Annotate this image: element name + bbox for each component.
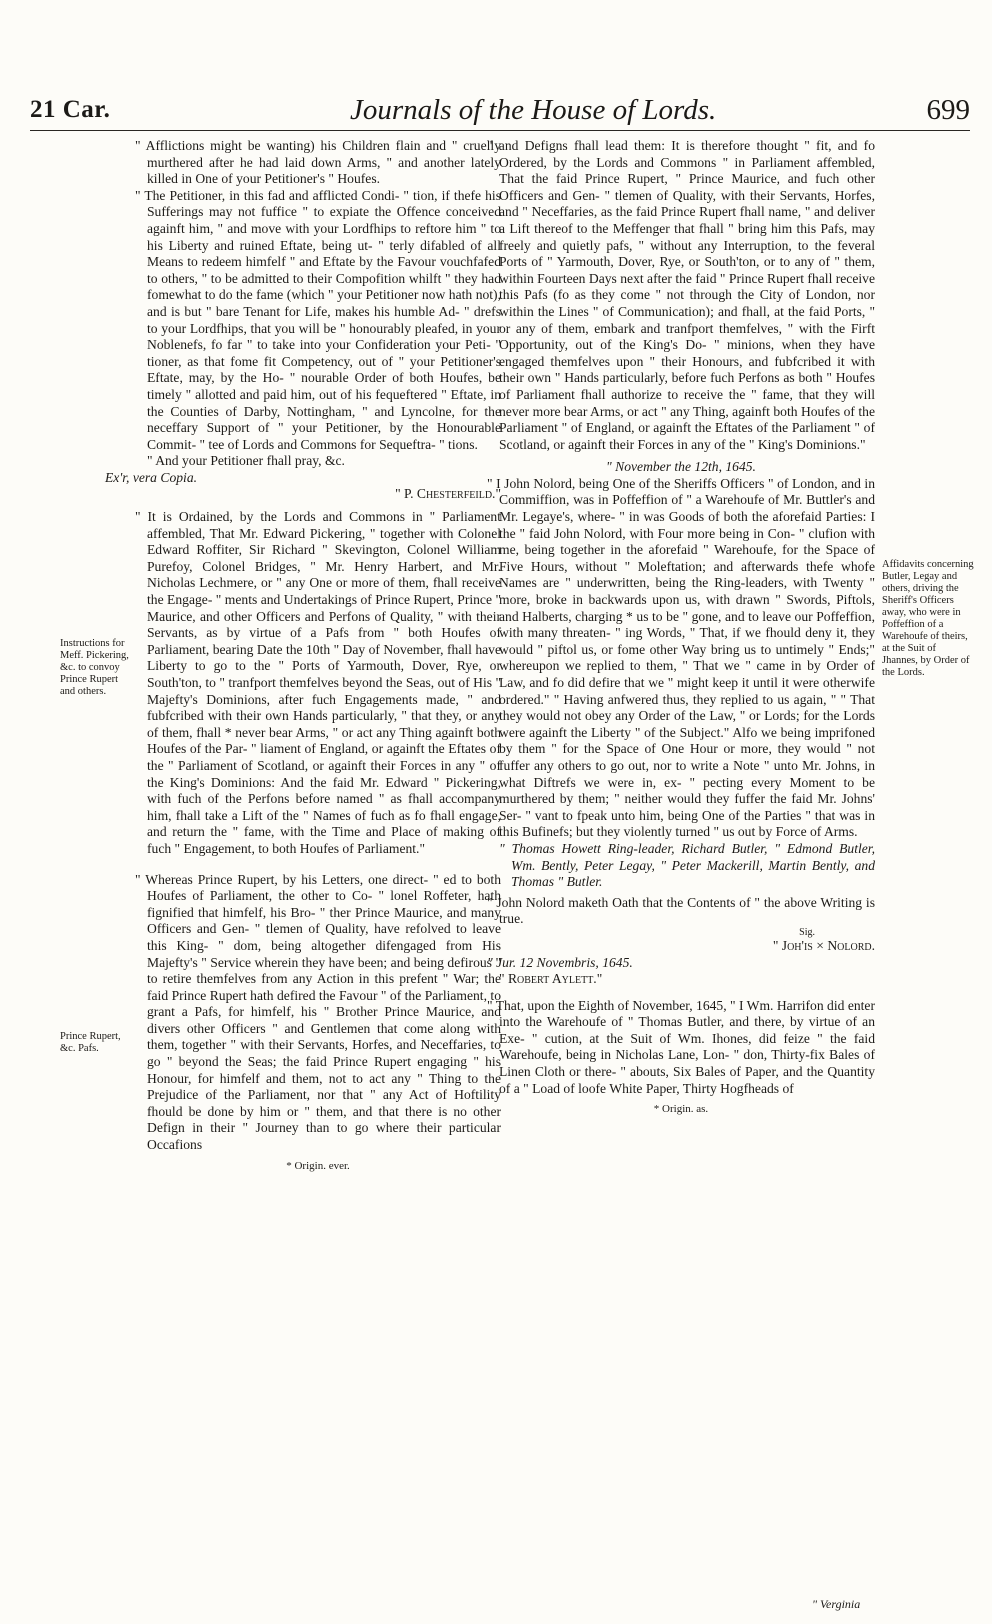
- affidavit-paragraph: " I John Nolord, being One of the Sheriffs Officers " of London, and in Commiffion, was in Poffeffion of " a Warehoufe of Mr. Buttler's and Mr. Legaye's, where- " in was Goods of both the aforefaid Parties: I the " faid John Nolord, with Four more being in Con- " clufion with me, being together in the aforefaid " Warehoufe, for the Space of Five Hours, without " Moleftation; and afterwards thefe whofe Names are " underwritten, being the Ring-leaders, with Twenty " more, broke in backwards upon us, with drawn " Swords, Piftols, and Halberts, charging * us to be " gone, and to leave our Poffeffion, with many threaten- " ing Words, " That, if we fhould deny it, they would " piftol us, or fome other Way bring us to untimely " Ends;" whereupon we replied to them, " That we " came in by Order of Law, and fo did defire that we " might keep it until it were otherwife ordered." " Having anfwered thus, they replied to us again, " " That they would not obey any Order of the Law, " or Lords; for the Lords were againft the Liberty " of the Subject." Alfo we being imprifoned by them " for the Space of One Hour or more, they would " not fuffer any others to go out, nor to write a Note " unto Mr. Johns, in what Diftrefs we were in, ex- " pecting every Moment to be murthered by them; " neither would they fuffer the faid Mr. Johns' Ser- " vant to fpeak unto him, being One of the Parties " that was in this Bufinefs; but they violently turned " us out by Force of Arms.: [487, 475, 875, 840]
- left-column: [105, 138, 501, 1174]
- right-column: [487, 138, 875, 1118]
- catchword: " Verginia: [812, 1597, 861, 1611]
- petition-paragraph: " Afflictions might be wanting) his Children flain and " cruelly murthered after he had laid down Arms, " and another lately killed in One of your Petitioner's " Houfes.: [135, 138, 501, 187]
- header-title: Journals of the House of Lords.: [350, 94, 717, 126]
- oath-line: " John Nolord maketh Oath that the Contents of " the above Writing is true.: [487, 894, 875, 927]
- margin-note-instructions: Instructions for Meff. Pickering, &c. to convoy Prince Rupert and others.: [60, 638, 129, 697]
- jurat-signature: " Robert Aylett.": [499, 971, 603, 987]
- header-rule: [30, 130, 970, 131]
- signature-mark-label: Sig.: [799, 926, 815, 938]
- margin-note-pass: Prince Rupert, &c. Pafs.: [60, 1031, 121, 1054]
- harrison-paragraph: " That, upon the Eighth of November, 1645, " I Wm. Harrifon did enter into the Warehoufe of " Thomas Butler, and there, by virtue of an Exe- " cution, at the Suit of Wm. Ihones, did feize " the faid Warehoufe, being in Nicholas Lane, Lon- " don, Thirty-fix Bales of Linen Cloth or there- " abouts, Six Bales of Paper, and the Quantity of a " Load of loofe White Paper, Thirty Hogfheads of: [487, 997, 875, 1096]
- footnote: * Origin. ever.: [286, 1159, 350, 1172]
- ordinance-paragraph: " It is Ordained, by the Lords and Commons in " Parliament affembled, That Mr. Edward Pickering, " together with Colonel Edward Roffiter, Sir Richard " Skevington, Colonel William Purefoy, Colonel Bridges, " Mr. Henry Harbert, and Mr. Nicholas Lechmere, or " any One or more of them, fhall receive the Engage- " ments and Undertakings of Prince Rupert, Prince " Maurice, and other Officers and Perfons of Quality, " with their Servants, as by virtue of a Pafs from " both Houfes of Parliament, bearing Date the 10th " Day of November, fhall have Liberty to go to the " Ports of Yarmouth, Dover, Rye, or South'ton, to " tranfport themfelves beyond the Seas, out of His " Majefty's Dominions, after fuch Engagements made, " and fubfcribed with their own Hands particularly, " that they, or any of them, fhall * never bear Arms, " or act any Thing againft both Houfes of the Par- " liament of England, or againft the Eftates of the " Parliament of Scotland, or againft their Forces in any " of the King's Dominions: And the faid Mr. Edward " Pickering, with fuch of the Perfons before named " as fhall accompany him, fhall take a Lift of the " Names of fuch as fo fhall engage, and return the " fame, with the Time and Place of making of fuch " Engagement, to both Houfes of Parliament.": [135, 509, 501, 856]
- pass-paragraph: " and Defigns fhall lead them: It is therefore thought " fit, and fo Ordered, by the Lords and Commons " in Parliament affembled, That the faid Prince Rupert, " Prince Maurice, and fuch other Officers and Gen- " tlemen of Quality, with their Servants, Horfes, and " Neceffaries, as the faid Prince Rupert fhall name, " and deliver a Lift thereof to the Meffenger that fhall " bring him this Pafs, may freely and quietly pafs, " without any Interruption, to the feveral Ports of " Yarmouth, Dover, Rye, or South'ton, or to any of " them, within Fourteen Days next after the faid " Prince Rupert fhall receive this Pafs (fo as they come " not through the City of London, nor within the Lines " of Communication); and fhall, at the faid Ports, " or any of them, embark and tranfport themfelves, " with the Firft Opportunity, out of the King's Do- " minions, when they have engaged themfelves upon " their Honours, and fubfcribed it with their own " Hands particularly, before fuch Perfons as both " Houfes of Parliament fhall authorize to receive the " fame, that they will never more bear Arms, or act " any Thing, againft both Houfes of the Parliament " of England, or againft the Eftates of the Parliament " of Scotland, or againft their Forces in any of the " King's Dominions.": [487, 138, 875, 452]
- petition-signature: " P. Chesterfeild.": [395, 486, 501, 502]
- affidavit-date: " November the 12th, 1645.: [606, 459, 756, 475]
- petition-prayer: " And your Petitioner fhall pray, &c.: [147, 453, 345, 469]
- page-number: 699: [926, 94, 970, 126]
- header-regnal-year: 21 Car.: [30, 96, 111, 123]
- affidavit-signature: " Joh'is × Nolord.: [772, 937, 875, 953]
- margin-note-affidavits: Affidavits concerning Butler, Legay and others, driving the Sheriff's Officers away, who were in Poffeffion of a Warehoufe of theirs, at the Suit of Jhannes, by Order of the Lords.: [882, 559, 974, 678]
- footnote: * Origin. as.: [653, 1103, 709, 1116]
- running-header: [30, 92, 970, 134]
- exemplification-line: Ex'r, vera Copia.: [105, 469, 198, 485]
- ring-leader-names: " Thomas Howett Ring-leader, Richard Butler, " Edmond Butler, Wm. Bently, Peter Legay, " Peter Mackerill, Martin Bently, and Thomas " Butler.: [499, 840, 875, 890]
- whereas-paragraph: " Whereas Prince Rupert, by his Letters, one direct- " ed to both Houfes of Parliament, the other to Co- " lonel Roffeter, hath fignified that himfelf, his Bro- " ther Prince Maurice, and many Officers and Gen- " tlemen of Quality, have refolved to leave this King- " dom, being altogether difengaged from His Majefty's " Service wherein they have been; and being defirous " to retire themfelves from any Action in this prefent " War; the faid Prince Rupert hath defired the Favour " of the Parliament, to grant a Pafs, for himfelf, his " Brother Prince Maurice, and divers other Officers " and Gentlemen that come along with them, together " with their Servants, Horfes, and Neceffaries, to go " beyond the Seas; the faid Prince Rupert engaging " his Honour, for himfelf and them, not to act any " Thing to the Prejudice of the Parliament, nor that " any Act of Hoftility fhould be done by him or " them, and that there is no other Defign in their " Journey than to go where their particular Occafions: [135, 871, 501, 1153]
- petition-paragraph: " The Petitioner, in this fad and afflicted Condi- " tion, if thefe his Sufferings may not fuffice " to expiate the Offence conceived againft him, " and move with your Lordfhips to reftore him " to his Liberty and ruined Eftate, being ut- " terly difabled of all Means to redeem himfelf " and Eftate by the Favour vouchfafed to others, " to be admitted to their Compofition whilft " they had fomewhat to do the fame (which " your Petitioner now hath not), and is but " bare Tenant for Life, makes his humble Ad- " drefs to your Lordfhips, that you will be " honourably pleafed, in your Noblenefs, fo far " to take into your Confideration your Peti- " tioner, as that fome fit Competency, out of " your Petitioner's Eftate, may, by the Ho- " nourable Order of both Houfes, be timely " allotted and paid him, out of his fequeftered " Eftate, in the Counties of Darby, Nottingham, " and Lyncolne, for the neceffary Support of " your Petitioner, by the Honourable Commit- " tee of Lords and Commons for Sequeftra- " tions.: [135, 187, 501, 452]
- jurat-date: " Jur. 12 Novembris, 1645.: [487, 954, 633, 970]
